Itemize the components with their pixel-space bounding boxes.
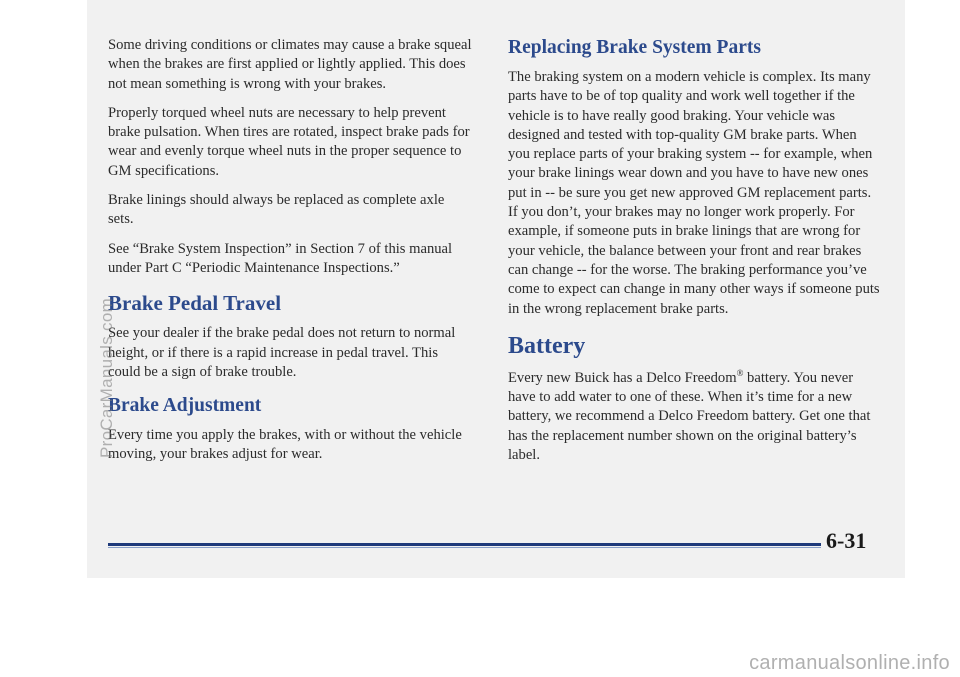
page-number: 6-31 bbox=[826, 528, 867, 553]
watermark-bottom: carmanualsonline.info bbox=[749, 652, 950, 674]
watermark-vertical: ProCarManuals.com bbox=[97, 297, 116, 458]
paragraph-replacing-parts: The braking system on a modern vehicle is complex. Its many parts have to be of top quality and work well together if the vehicle is to have really good braking. Your vehicle was designed and tested with top-quality GM brake parts. When you replace parts of your braking system -- for example, when your brake linings wear down and you have to have new ones put in -- be sure you get new approved GM replacement parts. If you don’t, your brakes may no longer work properly. For example, if someone puts in brake linings that are wrong for your vehicle, the balance between your front and rear brakes can change -- for the worse. The braking performance you’ve come to expect can change in many other ways if someone puts in the wrong replacement brake parts. bbox=[508, 69, 880, 317]
left-column bbox=[108, 36, 473, 475]
footer-rule bbox=[108, 543, 821, 546]
battery-text-start: Every new Buick has a Delco Freedom bbox=[508, 369, 737, 386]
paragraph-inspection-reference: See “Brake System Inspection” in Section 7 of this manual under Part C “Periodic Maintenance Inspections.” bbox=[108, 240, 453, 276]
right-column bbox=[508, 36, 880, 475]
battery-text-end: battery. You never have to add water to one of these. When it’s time for a new battery, we recommend a Delco Freedom battery. Get one that has the replacement number shown on the original battery’s label. bbox=[508, 369, 871, 464]
paragraph-wheel-nuts: Properly torqued wheel nuts are necessary to help prevent brake pulsation. When tires are rotated, inspect brake pads for wear and evenly torque wheel nuts in the proper sequence to GM specifications. bbox=[108, 104, 470, 179]
heading-battery: Battery bbox=[508, 332, 586, 359]
paragraph-brake-linings: Brake linings should always be replaced as complete axle sets. bbox=[108, 192, 445, 228]
paragraph-brake-adjust: Every time you apply the brakes, with or without the vehicle moving, your brakes adjust for wear. bbox=[108, 427, 462, 463]
heading-replacing-brake-parts: Replacing Brake System Parts bbox=[508, 37, 761, 58]
paragraph-pedal-travel: See your dealer if the brake pedal does not return to normal height, or if there is a rapid increase in pedal travel. This could be a sign of brake trouble. bbox=[108, 325, 456, 380]
heading-brake-pedal-travel: Brake Pedal Travel bbox=[108, 291, 282, 316]
paragraph-battery bbox=[508, 369, 880, 465]
paragraph-brake-squeal: Some driving conditions or climates may cause a brake squeal when the brakes are first applied or lightly applied. This does not mean something is wrong with your brakes. bbox=[108, 37, 472, 92]
heading-brake-adjustment: Brake Adjustment bbox=[108, 395, 262, 417]
registered-mark: ® bbox=[736, 368, 744, 378]
footer-rule-accent bbox=[108, 547, 821, 548]
